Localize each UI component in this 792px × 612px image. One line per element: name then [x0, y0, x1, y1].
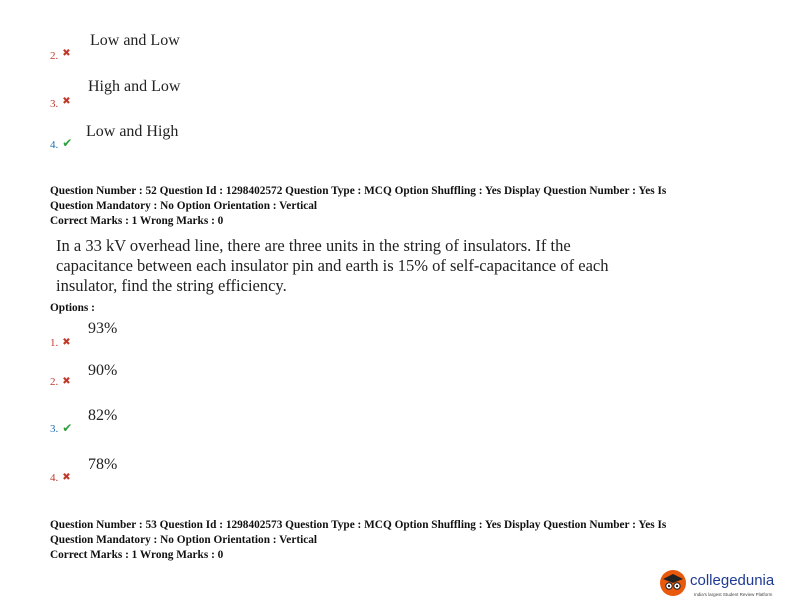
option-number: 2.	[50, 376, 59, 388]
wrong-cross-icon: ✖	[62, 471, 71, 483]
prev-option-2	[50, 32, 180, 62]
wrong-cross-icon: ✖	[62, 375, 71, 387]
q52-meta-line-1: Question Number : 52 Question Id : 1298402572 Question Type : MCQ Option Shuffling : Yes Display Question Number : Yes Is	[50, 185, 667, 197]
option-text: 78%	[88, 456, 118, 473]
option-text: High and Low	[88, 78, 181, 95]
prev-option-3	[50, 78, 181, 110]
option-number: 2.	[50, 50, 59, 62]
graduate-face-icon	[660, 570, 686, 596]
q52-question-text	[56, 236, 608, 296]
q52-option-2	[50, 362, 118, 390]
wrong-cross-icon: ✖	[62, 336, 71, 348]
q52-meta-line-2: Question Mandatory : No Option Orientation : Vertical	[50, 200, 318, 212]
q53-meta-line-1: Question Number : 53 Question Id : 1298402573 Question Type : MCQ Option Shuffling : Yes Display Question Number : Yes Is	[50, 519, 667, 531]
option-number: 3.	[50, 423, 59, 435]
option-number: 4.	[50, 472, 59, 484]
option-text: 93%	[88, 320, 118, 337]
option-text: 82%	[88, 407, 118, 424]
correct-check-icon: ✔	[62, 135, 73, 150]
logo-name: collegedunia	[690, 572, 775, 589]
q52-option-1	[50, 320, 118, 351]
q52-option-4	[50, 456, 118, 486]
option-text: 90%	[88, 362, 118, 379]
logo-tagline: India's largest Student Review Platform	[694, 592, 773, 597]
collegedunia-logo	[660, 570, 786, 602]
option-number: 3.	[50, 98, 59, 110]
correct-check-icon: ✔	[62, 420, 73, 435]
q52-meta	[50, 184, 666, 229]
option-number: 4.	[50, 139, 59, 151]
q52-meta-line-3: Correct Marks : 1 Wrong Marks : 0	[50, 215, 224, 227]
q53-meta-line-2: Question Mandatory : No Option Orientation : Vertical	[50, 534, 318, 546]
prev-option-4	[50, 123, 179, 151]
option-text: Low and Low	[90, 32, 180, 49]
q53-meta	[50, 518, 666, 563]
wrong-cross-icon: ✖	[62, 47, 71, 59]
wrong-cross-icon: ✖	[62, 95, 71, 107]
option-text: Low and High	[86, 123, 179, 140]
question-line-2: capacitance between each insulator pin and earth is 15% of self-capacitance of each	[56, 256, 609, 275]
options-label: Options :	[50, 302, 95, 314]
q53-meta-line-3: Correct Marks : 1 Wrong Marks : 0	[50, 549, 224, 561]
question-line-3: insulator, find the string efficiency.	[56, 276, 287, 295]
option-number: 1.	[50, 337, 59, 349]
question-line-1: In a 33 kV overhead line, there are three units in the string of insulators. If the	[56, 236, 571, 255]
q52-option-3	[50, 407, 118, 437]
